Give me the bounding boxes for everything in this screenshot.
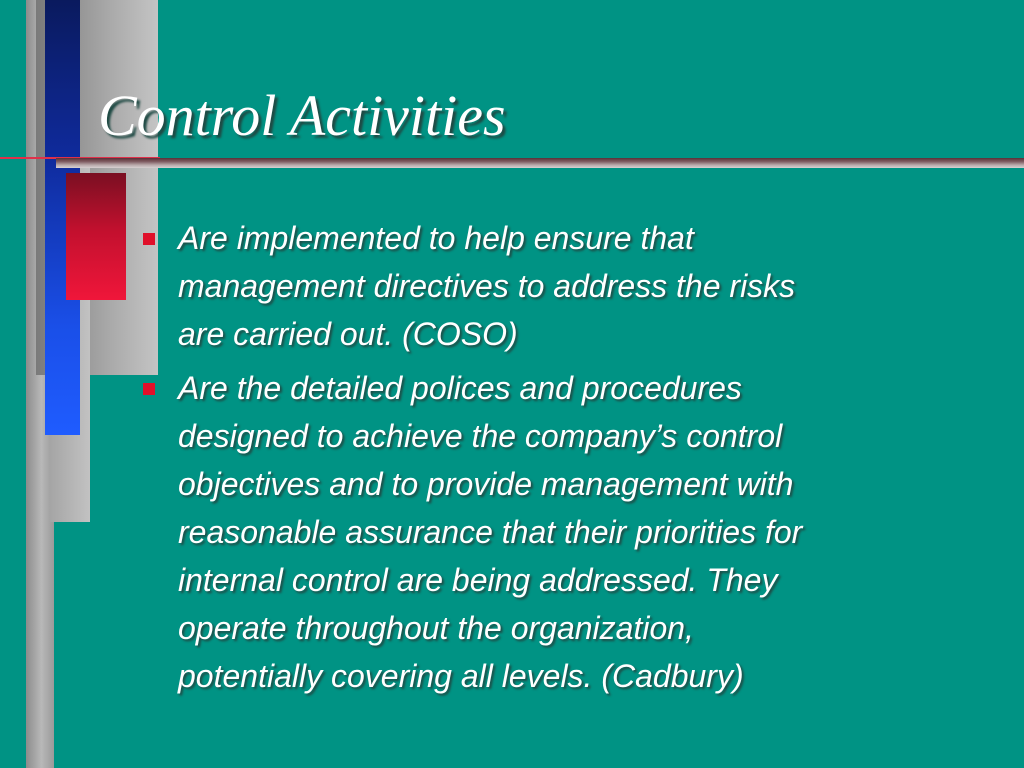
bullet-item — [140, 364, 980, 700]
bullet-text: Are the detailed polices and procedures designed to achieve the company’s control objectives and to provide management with reasonable assurance that their priorities for internal control are being addressed. They operate throughout the organization, potentially covering all levels. (Cadbury) — [178, 370, 803, 694]
bullet-item — [140, 214, 980, 358]
title-underline-rule — [56, 158, 1024, 168]
square-bullet-icon — [143, 383, 155, 395]
bullet-text: Are implemented to help ensure that management directives to address the risks are carried out. (COSO) — [178, 220, 796, 352]
square-bullet-icon — [143, 233, 155, 245]
bullet-list — [140, 214, 980, 706]
slide-title: Control Activities — [98, 83, 506, 148]
red-decor-block — [66, 173, 126, 300]
